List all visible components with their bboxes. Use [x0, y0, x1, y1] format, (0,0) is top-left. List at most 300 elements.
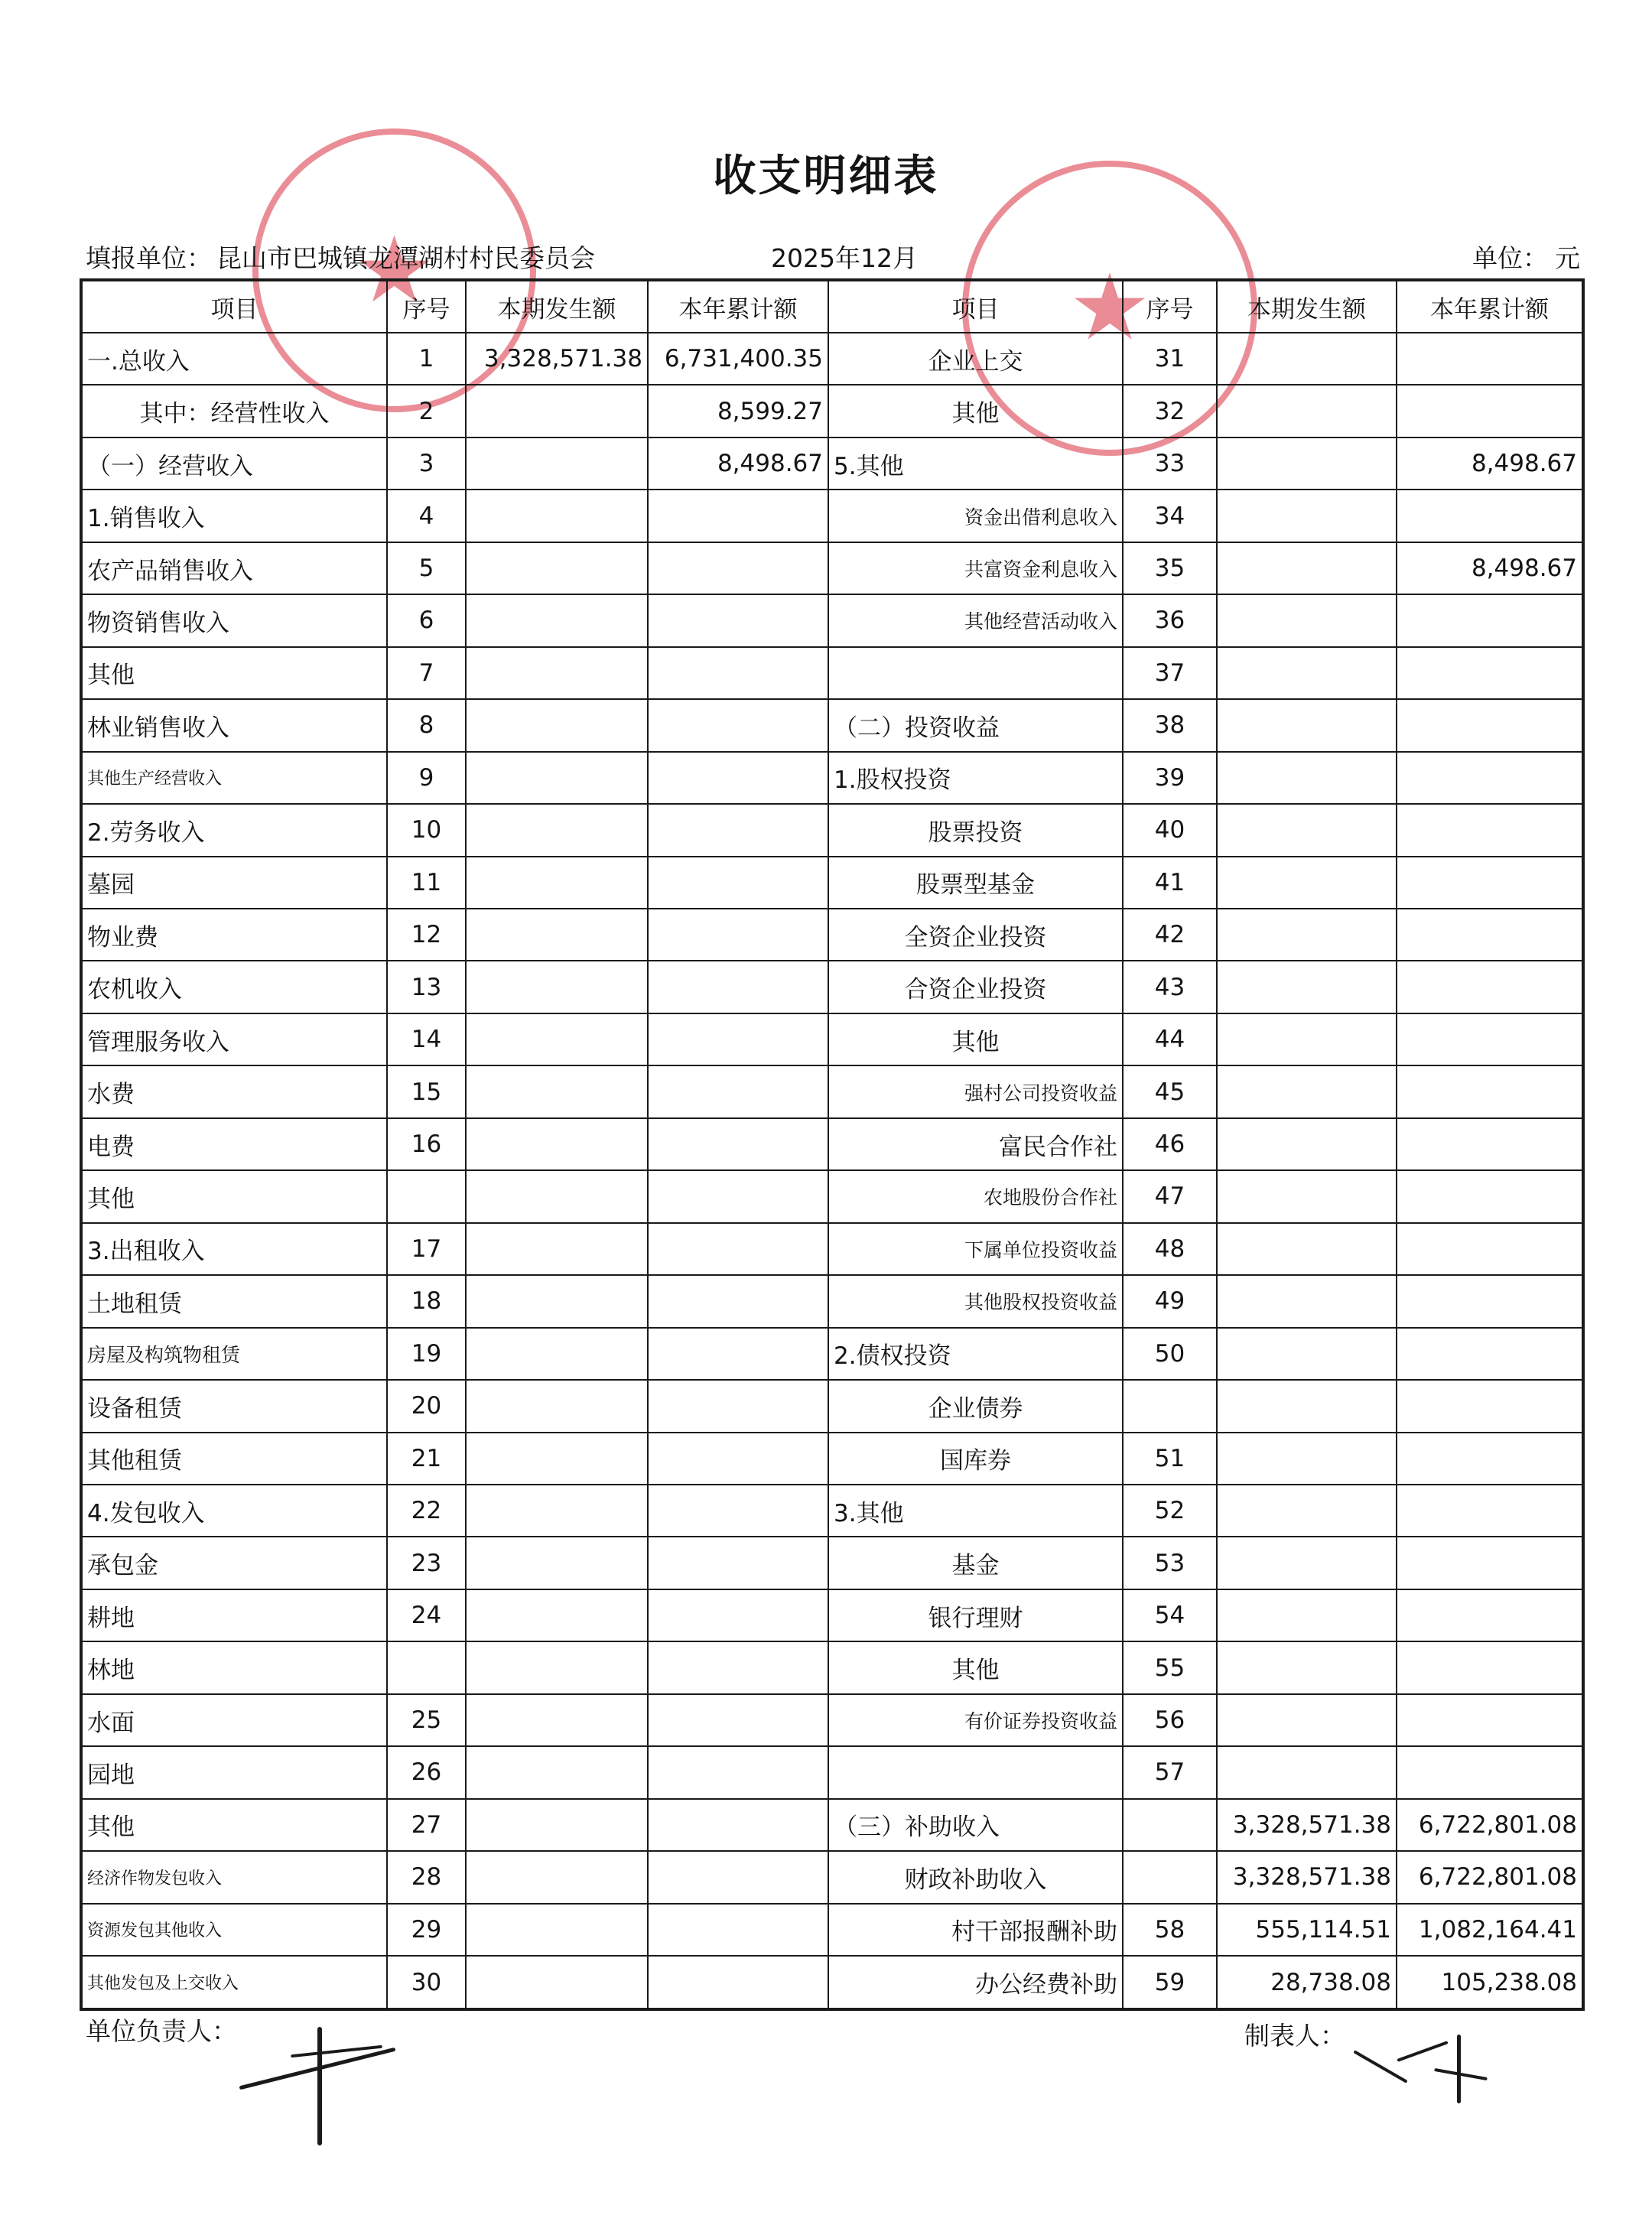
- left-no-cell: 23: [387, 1537, 466, 1589]
- left-current-cell: [466, 438, 648, 490]
- right-no-cell: 40: [1123, 804, 1217, 856]
- left-ytd-cell: 6,731,400.35: [648, 333, 828, 385]
- right-no-cell: [1123, 1799, 1217, 1851]
- right-item-cell: 股票型基金: [828, 857, 1123, 909]
- right-ytd-cell: [1397, 1641, 1583, 1693]
- left-ytd-cell: [648, 804, 828, 856]
- right-item-cell: 银行理财: [828, 1589, 1123, 1641]
- right-item-cell: [828, 647, 1123, 699]
- right-no-cell: 41: [1123, 857, 1217, 909]
- left-ytd-cell: [648, 1485, 828, 1537]
- right-ytd-cell: [1397, 857, 1583, 909]
- table-row: [81, 490, 1583, 542]
- left-ytd-cell: [648, 1956, 828, 2009]
- left-ytd-cell: [648, 1433, 828, 1485]
- left-item-cell: 土地租赁: [81, 1275, 387, 1327]
- right-current-cell: [1217, 752, 1397, 804]
- left-item-cell: 农机收入: [81, 961, 387, 1013]
- preparer-label: 制表人：: [1244, 2021, 1345, 2051]
- right-current-cell: [1217, 438, 1397, 490]
- right-no-cell: 36: [1123, 594, 1217, 646]
- right-ytd-cell: [1397, 1433, 1583, 1485]
- left-current-cell: [466, 804, 648, 856]
- right-no-cell: [1123, 1380, 1217, 1432]
- left-no-cell: 28: [387, 1851, 466, 1903]
- right-current-cell: [1217, 1433, 1397, 1485]
- right-current-cell: [1217, 857, 1397, 909]
- right-ytd-cell: [1397, 804, 1583, 856]
- right-item-cell: 财政补助收入: [828, 1851, 1123, 1903]
- right-current-cell: [1217, 804, 1397, 856]
- left-current-cell: [466, 1485, 648, 1537]
- reporting-unit-value: 昆山市巴城镇龙潭湖村村民委员会: [216, 243, 595, 273]
- left-current-cell: [466, 699, 648, 751]
- right-item-cell: 企业债券: [828, 1380, 1123, 1432]
- right-no-cell: 52: [1123, 1485, 1217, 1537]
- left-ytd-cell: [648, 647, 828, 699]
- right-item-cell: 其他: [828, 385, 1123, 437]
- right-current-cell: [1217, 1328, 1397, 1380]
- report-period: 2025年12月: [771, 243, 918, 273]
- right-ytd-cell: [1397, 1537, 1583, 1589]
- left-ytd-cell: [648, 490, 828, 542]
- right-item-cell: 其他经营活动收入: [828, 594, 1123, 646]
- left-no-cell: 11: [387, 857, 466, 909]
- left-item-cell: 电费: [81, 1118, 387, 1170]
- left-no-cell: 25: [387, 1694, 466, 1746]
- right-no-cell: 56: [1123, 1694, 1217, 1746]
- table-row: [81, 1589, 1583, 1641]
- left-item-cell: 2.劳务收入: [81, 804, 387, 856]
- left-ytd-cell: 8,498.67: [648, 438, 828, 490]
- right-current-cell: [1217, 647, 1397, 699]
- left-current-cell: [466, 594, 648, 646]
- table-row: [81, 857, 1583, 909]
- right-item-cell: 村干部报酬补助: [828, 1904, 1123, 1956]
- right-no-cell: 38: [1123, 699, 1217, 751]
- left-item-cell: 其他生产经营收入: [81, 752, 387, 804]
- right-no-cell: [1123, 1851, 1217, 1903]
- right-item-cell: 股票投资: [828, 804, 1123, 856]
- left-current-cell: [466, 1589, 648, 1641]
- left-current-cell: [466, 1537, 648, 1589]
- right-current-cell: [1217, 1485, 1397, 1537]
- right-item-cell: （二）投资收益: [828, 699, 1123, 751]
- left-current-cell: [466, 647, 648, 699]
- left-no-cell: 27: [387, 1799, 466, 1851]
- right-ytd-cell: 6,722,801.08: [1397, 1851, 1583, 1903]
- right-current-cell: [1217, 909, 1397, 961]
- left-current-cell: [466, 1065, 648, 1117]
- left-no-cell: 8: [387, 699, 466, 751]
- currency-unit-value: 元: [1555, 243, 1580, 273]
- left-item-cell: 水面: [81, 1694, 387, 1746]
- right-ytd-cell: [1397, 1328, 1583, 1380]
- left-item-cell: 其他: [81, 1799, 387, 1851]
- left-item-cell: 林地: [81, 1641, 387, 1693]
- left-ytd-cell: [648, 1641, 828, 1693]
- right-ytd-cell: [1397, 752, 1583, 804]
- income-expense-table: [80, 278, 1585, 2011]
- left-ytd-cell: [648, 857, 828, 909]
- left-current-cell: [466, 1956, 648, 2009]
- right-current-cell: [1217, 1641, 1397, 1693]
- right-ytd-cell: [1397, 1065, 1583, 1117]
- left-item-cell: 物业费: [81, 909, 387, 961]
- col-header-no: 序号: [387, 280, 466, 333]
- table-row: [81, 1537, 1583, 1589]
- right-ytd-cell: [1397, 1170, 1583, 1222]
- right-no-cell: 58: [1123, 1904, 1217, 1956]
- unit-head-signature: [237, 2019, 405, 2149]
- right-no-cell: 42: [1123, 909, 1217, 961]
- col-header-item: 项目: [81, 280, 387, 333]
- left-current-cell: [466, 857, 648, 909]
- table-row: [81, 1485, 1583, 1537]
- left-item-cell: 物资销售收入: [81, 594, 387, 646]
- left-item-cell: 一.总收入: [81, 333, 387, 385]
- left-current-cell: [466, 1799, 648, 1851]
- right-item-cell: 5.其他: [828, 438, 1123, 490]
- left-no-cell: 17: [387, 1223, 466, 1275]
- left-item-cell: 经济作物发包收入: [81, 1851, 387, 1903]
- left-current-cell: [466, 385, 648, 437]
- right-current-cell: [1217, 961, 1397, 1013]
- left-current-cell: [466, 1118, 648, 1170]
- right-ytd-cell: [1397, 1694, 1583, 1746]
- right-ytd-cell: [1397, 1746, 1583, 1798]
- left-ytd-cell: [648, 752, 828, 804]
- left-no-cell: [387, 1170, 466, 1222]
- right-ytd-cell: [1397, 1223, 1583, 1275]
- right-item-cell: 全资企业投资: [828, 909, 1123, 961]
- left-ytd-cell: [648, 699, 828, 751]
- col-header-current: 本期发生额: [466, 280, 648, 333]
- right-current-cell: [1217, 1694, 1397, 1746]
- right-ytd-cell: [1397, 490, 1583, 542]
- right-ytd-cell: 1,082,164.41: [1397, 1904, 1583, 1956]
- left-item-cell: 水费: [81, 1065, 387, 1117]
- reporting-unit-label: 填报单位：: [86, 243, 212, 273]
- right-item-cell: 其他股权投资收益: [828, 1275, 1123, 1327]
- left-item-cell: 设备租赁: [81, 1380, 387, 1432]
- left-no-cell: 14: [387, 1013, 466, 1065]
- left-ytd-cell: [648, 1118, 828, 1170]
- right-current-cell: [1217, 1065, 1397, 1117]
- right-current-cell: [1217, 1118, 1397, 1170]
- right-no-cell: 46: [1123, 1118, 1217, 1170]
- right-ytd-cell: 105,238.08: [1397, 1956, 1583, 2009]
- page-title: 收支明细表: [713, 151, 939, 201]
- left-no-cell: 12: [387, 909, 466, 961]
- left-ytd-cell: [648, 1328, 828, 1380]
- right-item-cell: 其他: [828, 1013, 1123, 1065]
- right-item-cell: 1.股权投资: [828, 752, 1123, 804]
- table-row: [81, 1851, 1583, 1903]
- right-no-cell: 59: [1123, 1956, 1217, 2009]
- left-no-cell: [387, 1641, 466, 1693]
- right-item-cell: 企业上交: [828, 333, 1123, 385]
- left-ytd-cell: [648, 1746, 828, 1798]
- left-current-cell: [466, 752, 648, 804]
- table-row: [81, 1223, 1583, 1275]
- table-header-row: [81, 280, 1583, 333]
- right-ytd-cell: [1397, 699, 1583, 751]
- right-current-cell: [1217, 385, 1397, 437]
- right-no-cell: 44: [1123, 1013, 1217, 1065]
- left-item-cell: 承包金: [81, 1537, 387, 1589]
- right-item-cell: 农地股份合作社: [828, 1170, 1123, 1222]
- table-row: [81, 804, 1583, 856]
- left-current-cell: [466, 1170, 648, 1222]
- right-ytd-cell: [1397, 909, 1583, 961]
- table-row: [81, 1799, 1583, 1851]
- table-row: [81, 1118, 1583, 1170]
- right-current-cell: 28,738.08: [1217, 1956, 1397, 2009]
- left-no-cell: 13: [387, 961, 466, 1013]
- right-no-cell: 55: [1123, 1641, 1217, 1693]
- table-row: [81, 1694, 1583, 1746]
- left-no-cell: 19: [387, 1328, 466, 1380]
- table-row: [81, 1328, 1583, 1380]
- left-item-cell: 其他租赁: [81, 1433, 387, 1485]
- col-header-ytd: 本年累计额: [1397, 280, 1583, 333]
- right-item-cell: 强村公司投资收益: [828, 1065, 1123, 1117]
- left-current-cell: [466, 1433, 648, 1485]
- left-item-cell: 其他: [81, 647, 387, 699]
- right-ytd-cell: [1397, 594, 1583, 646]
- left-no-cell: 5: [387, 542, 466, 594]
- right-ytd-cell: [1397, 1118, 1583, 1170]
- right-no-cell: 50: [1123, 1328, 1217, 1380]
- right-item-cell: 有价证券投资收益: [828, 1694, 1123, 1746]
- table-row: [81, 542, 1583, 594]
- left-no-cell: 24: [387, 1589, 466, 1641]
- table-row: [81, 438, 1583, 490]
- right-ytd-cell: [1397, 1485, 1583, 1537]
- left-no-cell: 20: [387, 1380, 466, 1432]
- right-item-cell: 3.其他: [828, 1485, 1123, 1537]
- right-current-cell: [1217, 1013, 1397, 1065]
- left-current-cell: [466, 1328, 648, 1380]
- table-row: [81, 647, 1583, 699]
- right-item-cell: 基金: [828, 1537, 1123, 1589]
- left-ytd-cell: [648, 1851, 828, 1903]
- right-current-cell: 3,328,571.38: [1217, 1799, 1397, 1851]
- left-current-cell: [466, 909, 648, 961]
- right-ytd-cell: [1397, 1380, 1583, 1432]
- table-row: [81, 752, 1583, 804]
- right-no-cell: 57: [1123, 1746, 1217, 1798]
- right-item-cell: 下属单位投资收益: [828, 1223, 1123, 1275]
- col-header-current: 本期发生额: [1217, 280, 1397, 333]
- table-row: [81, 594, 1583, 646]
- left-item-cell: 1.销售收入: [81, 490, 387, 542]
- right-current-cell: [1217, 333, 1397, 385]
- left-ytd-cell: 8,599.27: [648, 385, 828, 437]
- left-no-cell: 18: [387, 1275, 466, 1327]
- left-no-cell: 22: [387, 1485, 466, 1537]
- right-item-cell: 资金出借利息收入: [828, 490, 1123, 542]
- left-current-cell: [466, 1223, 648, 1275]
- left-current-cell: [466, 490, 648, 542]
- right-ytd-cell: [1397, 961, 1583, 1013]
- left-no-cell: 15: [387, 1065, 466, 1117]
- right-current-cell: 555,114.51: [1217, 1904, 1397, 1956]
- left-item-cell: 农产品销售收入: [81, 542, 387, 594]
- left-current-cell: [466, 961, 648, 1013]
- left-item-cell: 房屋及构筑物租赁: [81, 1328, 387, 1380]
- left-ytd-cell: [648, 1170, 828, 1222]
- right-item-cell: [828, 1746, 1123, 1798]
- right-ytd-cell: [1397, 385, 1583, 437]
- left-no-cell: 26: [387, 1746, 466, 1798]
- left-no-cell: 6: [387, 594, 466, 646]
- left-no-cell: 4: [387, 490, 466, 542]
- right-ytd-cell: [1397, 1013, 1583, 1065]
- right-current-cell: [1217, 1223, 1397, 1275]
- left-item-cell: 资源发包其他收入: [81, 1904, 387, 1956]
- right-no-cell: 43: [1123, 961, 1217, 1013]
- left-ytd-cell: [648, 1694, 828, 1746]
- right-item-cell: 富民合作社: [828, 1118, 1123, 1170]
- left-no-cell: 16: [387, 1118, 466, 1170]
- left-current-cell: [466, 1641, 648, 1693]
- left-no-cell: 21: [387, 1433, 466, 1485]
- right-no-cell: 54: [1123, 1589, 1217, 1641]
- right-no-cell: 32: [1123, 385, 1217, 437]
- left-current-cell: [466, 1694, 648, 1746]
- left-ytd-cell: [648, 1799, 828, 1851]
- left-ytd-cell: [648, 961, 828, 1013]
- right-no-cell: 39: [1123, 752, 1217, 804]
- left-ytd-cell: [648, 1275, 828, 1327]
- right-no-cell: 47: [1123, 1170, 1217, 1222]
- right-current-cell: 3,328,571.38: [1217, 1851, 1397, 1903]
- right-no-cell: 33: [1123, 438, 1217, 490]
- right-no-cell: 35: [1123, 542, 1217, 594]
- left-item-cell: 耕地: [81, 1589, 387, 1641]
- left-ytd-cell: [648, 1589, 828, 1641]
- left-item-cell: 管理服务收入: [81, 1013, 387, 1065]
- left-current-cell: [466, 1904, 648, 1956]
- left-no-cell: 3: [387, 438, 466, 490]
- col-header-ytd: 本年累计额: [648, 280, 828, 333]
- left-current-cell: [466, 1851, 648, 1903]
- table-row: [81, 1275, 1583, 1327]
- right-ytd-cell: 6,722,801.08: [1397, 1799, 1583, 1851]
- right-no-cell: 51: [1123, 1433, 1217, 1485]
- table-row: [81, 961, 1583, 1013]
- right-no-cell: 34: [1123, 490, 1217, 542]
- left-item-cell: 其他发包及上交收入: [81, 1956, 387, 2009]
- right-ytd-cell: [1397, 333, 1583, 385]
- table-row: [81, 1956, 1583, 2009]
- right-current-cell: [1217, 1589, 1397, 1641]
- table-row: [81, 385, 1583, 437]
- right-ytd-cell: [1397, 1275, 1583, 1327]
- right-current-cell: [1217, 699, 1397, 751]
- table-row: [81, 1641, 1583, 1693]
- left-item-cell: 园地: [81, 1746, 387, 1798]
- right-item-cell: （三）补助收入: [828, 1799, 1123, 1851]
- right-no-cell: 53: [1123, 1537, 1217, 1589]
- right-no-cell: 31: [1123, 333, 1217, 385]
- left-ytd-cell: [648, 542, 828, 594]
- table-row: [81, 1065, 1583, 1117]
- table-row: [81, 1170, 1583, 1222]
- table-row: [81, 1746, 1583, 1798]
- right-current-cell: [1217, 594, 1397, 646]
- table-row: [81, 333, 1583, 385]
- right-no-cell: 45: [1123, 1065, 1217, 1117]
- right-no-cell: 37: [1123, 647, 1217, 699]
- left-current-cell: [466, 542, 648, 594]
- left-item-cell: 其中：经营性收入: [81, 385, 387, 437]
- left-item-cell: 墓园: [81, 857, 387, 909]
- right-current-cell: [1217, 1746, 1397, 1798]
- left-no-cell: 2: [387, 385, 466, 437]
- right-current-cell: [1217, 490, 1397, 542]
- left-no-cell: 10: [387, 804, 466, 856]
- right-item-cell: 办公经费补助: [828, 1956, 1123, 2009]
- right-item-cell: 其他: [828, 1641, 1123, 1693]
- right-ytd-cell: [1397, 1589, 1583, 1641]
- preparer-signature: [1350, 2027, 1495, 2111]
- left-no-cell: 9: [387, 752, 466, 804]
- left-no-cell: 7: [387, 647, 466, 699]
- currency-unit-label: 单位：: [1472, 243, 1548, 273]
- left-no-cell: 1: [387, 333, 466, 385]
- right-no-cell: 48: [1123, 1223, 1217, 1275]
- right-item-cell: 国库券: [828, 1433, 1123, 1485]
- right-item-cell: 共富资金利息收入: [828, 542, 1123, 594]
- left-ytd-cell: [648, 1065, 828, 1117]
- left-no-cell: 30: [387, 1956, 466, 2009]
- right-current-cell: [1217, 1380, 1397, 1432]
- right-item-cell: 2.债权投资: [828, 1328, 1123, 1380]
- left-ytd-cell: [648, 1380, 828, 1432]
- left-ytd-cell: [648, 594, 828, 646]
- left-current-cell: [466, 1275, 648, 1327]
- left-item-cell: （一）经营收入: [81, 438, 387, 490]
- left-current-cell: [466, 1380, 648, 1432]
- right-current-cell: [1217, 542, 1397, 594]
- left-current-cell: [466, 1013, 648, 1065]
- left-current-cell: 3,328,571.38: [466, 333, 648, 385]
- unit-head-label: 单位负责人：: [86, 2016, 237, 2046]
- left-item-cell: 4.发包收入: [81, 1485, 387, 1537]
- right-ytd-cell: 8,498.67: [1397, 542, 1583, 594]
- left-ytd-cell: [648, 1537, 828, 1589]
- left-no-cell: 29: [387, 1904, 466, 1956]
- right-item-cell: 合资企业投资: [828, 961, 1123, 1013]
- left-ytd-cell: [648, 1904, 828, 1956]
- left-ytd-cell: [648, 909, 828, 961]
- right-current-cell: [1217, 1170, 1397, 1222]
- left-item-cell: 林业销售收入: [81, 699, 387, 751]
- table-row: [81, 909, 1583, 961]
- right-ytd-cell: 8,498.67: [1397, 438, 1583, 490]
- right-no-cell: 49: [1123, 1275, 1217, 1327]
- col-header-item: 项目: [828, 280, 1123, 333]
- left-current-cell: [466, 1746, 648, 1798]
- left-item-cell: 3.出租收入: [81, 1223, 387, 1275]
- table-row: [81, 1904, 1583, 1956]
- left-ytd-cell: [648, 1223, 828, 1275]
- col-header-no: 序号: [1123, 280, 1217, 333]
- left-ytd-cell: [648, 1013, 828, 1065]
